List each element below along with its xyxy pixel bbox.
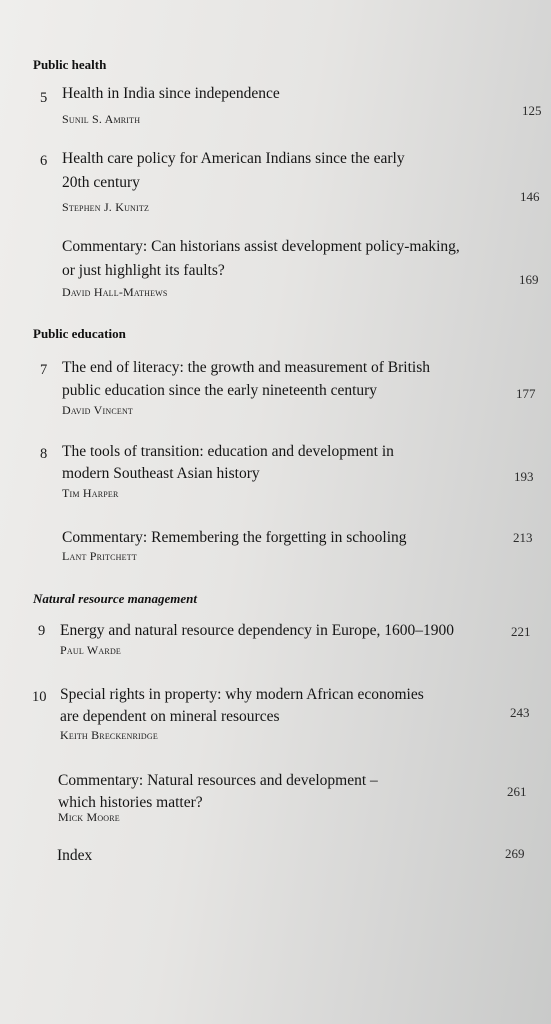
- page-number: 169: [519, 272, 539, 287]
- chapter-title-line-1: The tools of transition: education and development in: [62, 443, 394, 460]
- chapter-author: David Vincent: [62, 403, 134, 417]
- chapter-number: 8: [40, 446, 48, 462]
- commentary-title: Commentary: Remembering the forgetting in schooling: [62, 529, 407, 546]
- chapter-author: Keith Breckenridge: [60, 728, 158, 742]
- chapter-title-line-2: are dependent on mineral resources: [60, 708, 280, 725]
- section-heading-public-education: Public education: [33, 326, 126, 341]
- chapter-title-line-1: Special rights in property: why modern African economies: [60, 686, 424, 703]
- chapter-title-line-2: public education since the early nineteenth century: [62, 382, 378, 399]
- commentary-title-line-1: Commentary: Natural resources and development –: [58, 772, 378, 789]
- chapter-author: Sunil S. Amrith: [62, 112, 141, 126]
- chapter-number: 6: [40, 153, 48, 169]
- page-number: 177: [516, 386, 536, 401]
- page-number: 193: [514, 469, 534, 484]
- commentary-title-line-2: or just highlight its faults?: [62, 262, 225, 279]
- section-heading-public-health: Public health: [33, 57, 107, 72]
- commentary-author: Mick Moore: [58, 810, 120, 824]
- chapter-title: Energy and natural resource dependency in Europe, 1600–1900: [60, 622, 454, 639]
- page-number: 269: [505, 846, 525, 861]
- chapter-author: Stephen J. Kunitz: [62, 200, 150, 214]
- page-number: 243: [510, 705, 530, 720]
- commentary-author: Lant Pritchett: [62, 549, 137, 563]
- section-heading-natural-resource-management: Natural resource management: [33, 591, 197, 606]
- page-number: 125: [522, 103, 542, 118]
- index-label: Index: [57, 847, 93, 864]
- chapter-number: 9: [38, 623, 46, 639]
- page-number: 261: [507, 784, 527, 799]
- chapter-title-line-2: modern Southeast Asian history: [62, 465, 260, 482]
- chapter-author: Tim Harper: [62, 486, 119, 500]
- chapter-title-line-1: The end of literacy: the growth and measurement of British: [62, 359, 431, 376]
- chapter-title-line-2: 20th century: [62, 174, 140, 191]
- page-number: 221: [511, 624, 531, 639]
- page-number: 146: [520, 189, 540, 204]
- page-number: 213: [513, 530, 533, 545]
- chapter-title: Health in India since independence: [62, 85, 280, 102]
- chapter-author: Paul Warde: [60, 643, 122, 657]
- chapter-number: 10: [32, 689, 47, 705]
- chapter-number: 5: [40, 90, 48, 106]
- chapter-number: 7: [40, 362, 48, 378]
- commentary-author: David Hall-Mathews: [62, 285, 168, 299]
- commentary-title-line-2: which histories matter?: [58, 794, 203, 811]
- chapter-title-line-1: Health care policy for American Indians since the early: [62, 150, 405, 167]
- commentary-title-line-1: Commentary: Can historians assist development policy-making,: [62, 238, 460, 255]
